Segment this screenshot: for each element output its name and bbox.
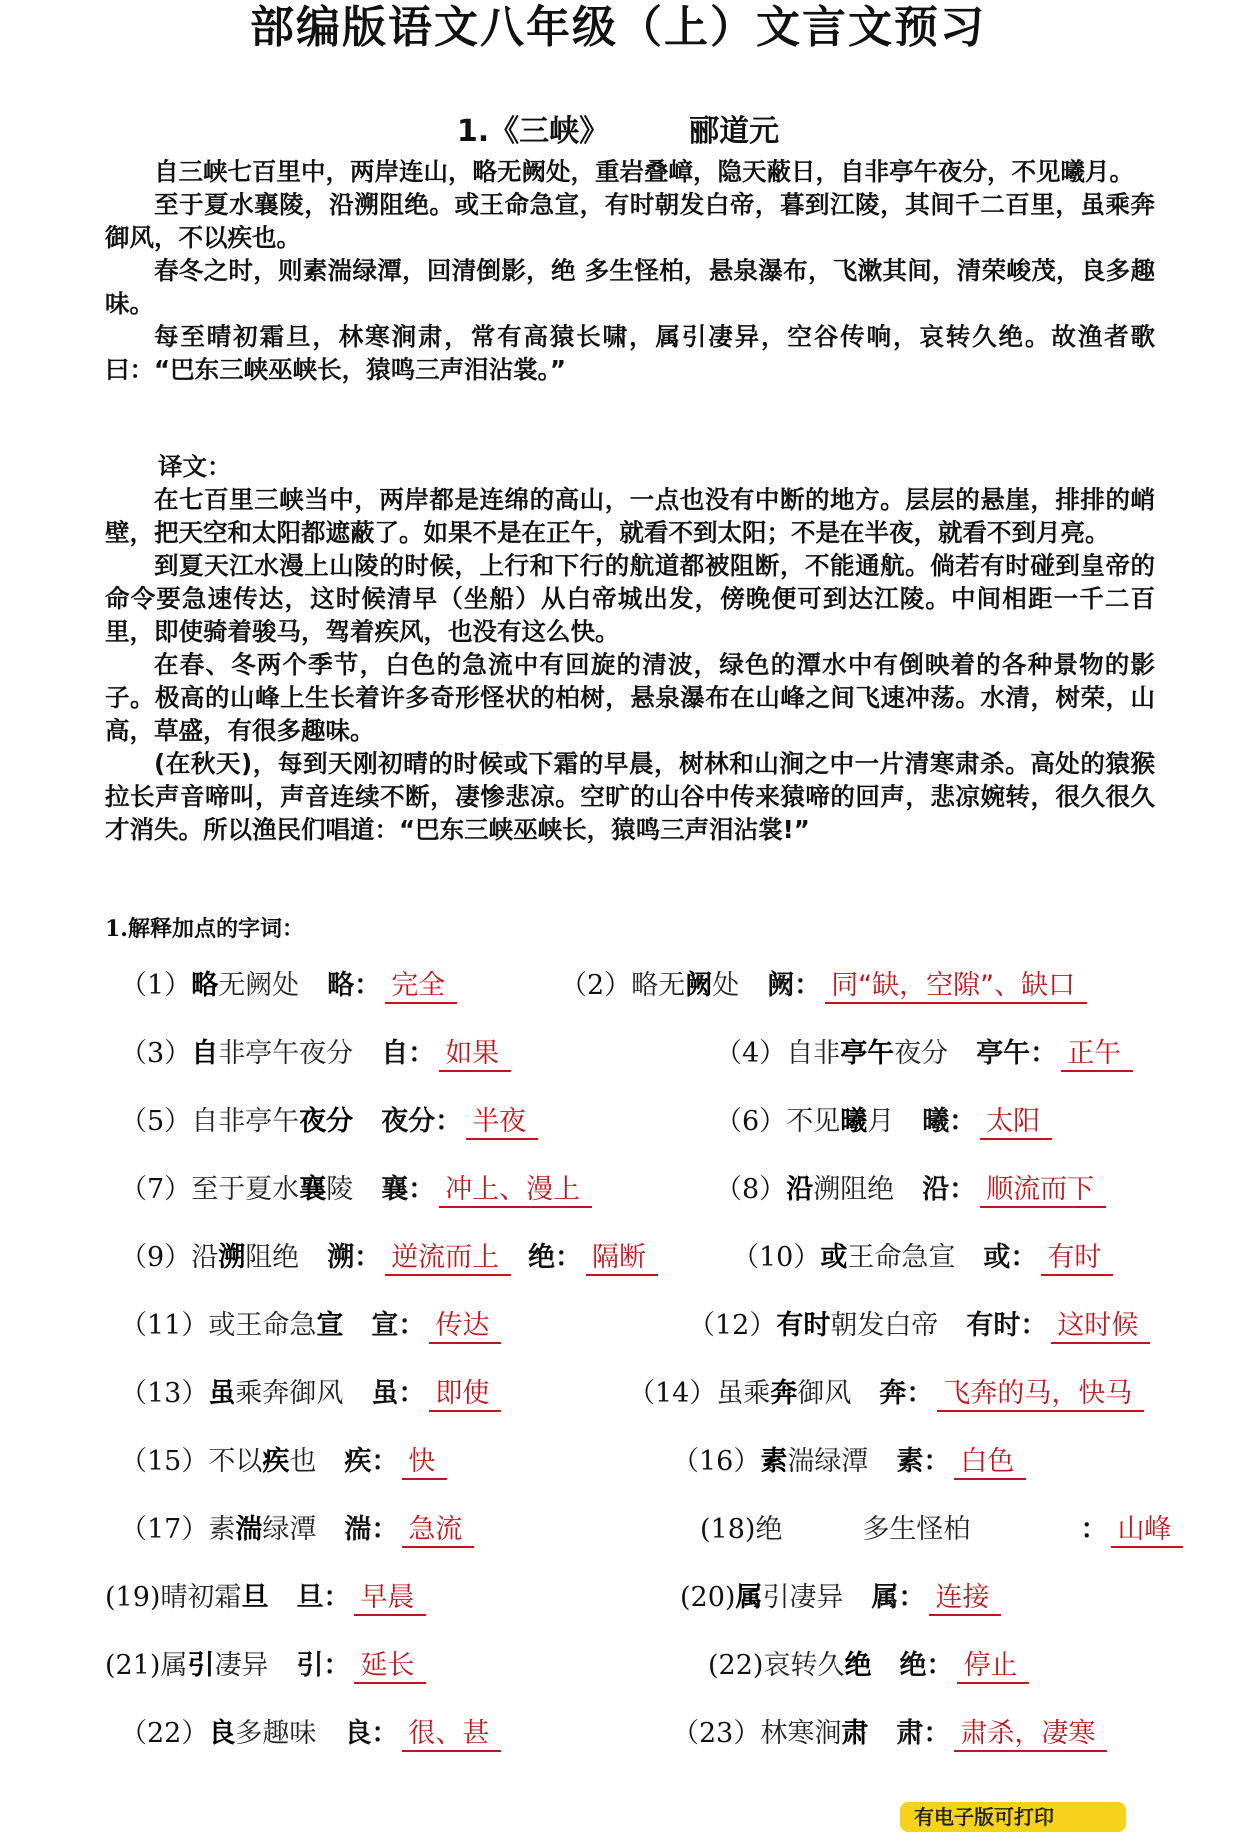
vocab-item: （11）或王命急宣 宣： 传达 xyxy=(120,1304,501,1348)
lesson-name: 1.《三峡》 xyxy=(456,114,610,149)
original-paragraph: 自三峡七百里中，两岸连山，略无阙处，重岩叠嶂，隐天蔽日，自非亭午夜分，不见曦月。 xyxy=(154,157,1134,186)
print-version-badge[interactable]: 有电子版可打印 xyxy=(900,1802,1126,1832)
answer: 有时 xyxy=(1041,1242,1113,1276)
vocab-item: 绝： 隔断 xyxy=(528,1236,658,1280)
answer: 隔断 xyxy=(586,1242,658,1276)
answer: 即使 xyxy=(429,1378,501,1412)
vocab-item: (20)属引凄异 属： 连接 xyxy=(680,1576,1001,1620)
page-title: 部编版语文八年级（上）文言文预习 xyxy=(250,2,986,53)
lesson-title xyxy=(0,112,1236,152)
vocab-item: （12）有时朝发白帝 有时： 这时候 xyxy=(688,1304,1150,1348)
vocab-item: （15）不以疾也 疾： 快 xyxy=(120,1440,447,1484)
exercise-heading: 1.解释加点的字词： xyxy=(105,916,304,942)
vocab-item: （14）虽乘奔御风 奔： 飞奔的马，快马 xyxy=(628,1372,1144,1416)
answer: 这时候 xyxy=(1051,1310,1150,1344)
translation-text xyxy=(105,483,1155,846)
answer: 完全 xyxy=(385,970,457,1004)
vocab-item: （13）虽乘奔御风 虽： 即使 xyxy=(120,1372,501,1416)
original-text xyxy=(105,155,1155,386)
vocab-item: （1）略无阙处 略： 完全 xyxy=(120,964,457,1008)
original-paragraph: 春冬之时，则素湍绿潭，回清倒影，绝 多生怪柏，悬泉瀑布，飞漱其间，清荣峻茂，良多趣味。 xyxy=(105,256,1155,318)
answer: 正午 xyxy=(1061,1038,1133,1072)
answer: 山峰 xyxy=(1111,1514,1183,1548)
vocab-item: （8）沿溯阻绝 沿： 顺流而下 xyxy=(715,1168,1106,1212)
answer: 如果 xyxy=(439,1038,511,1072)
vocab-item: （4）自非亭午夜分 亭午： 正午 xyxy=(715,1032,1133,1076)
vocab-item: （5）自非亭午夜分 夜分： 半夜 xyxy=(120,1100,538,1144)
answer: 停止 xyxy=(957,1650,1029,1684)
translation-paragraph: 在七百里三峡当中，两岸都是连绵的高山，一点也没有中断的地方。层层的悬崖，排排的峭壁，把天空和太阳都遮蔽了。如果不是在正午，就看不到太阳；不是在半夜，就看不到月亮。 xyxy=(105,485,1155,547)
vocab-item: （3）自非亭午夜分 自： 如果 xyxy=(120,1032,511,1076)
answer: 连接 xyxy=(929,1582,1001,1616)
answer: 冲上、漫上 xyxy=(439,1174,592,1208)
vocab-item: （10）或王命急宣 或： 有时 xyxy=(732,1236,1113,1280)
original-paragraph: 每至晴初霜旦，林寒涧肃，常有高猿长啸，属引凄异，空谷传响，哀转久绝。故渔者歌曰：“巴东三峡巫峡长，猿鸣三声泪沾裳。” xyxy=(105,322,1155,384)
vocab-item: (19)晴初霜旦 旦： 早晨 xyxy=(105,1576,426,1620)
answer: 逆流而上 xyxy=(385,1242,511,1276)
translation-label: 译文： xyxy=(158,452,232,481)
vocab-item: （2）略无阙处 阙： 同“缺，空隙”、缺口 xyxy=(560,964,1087,1008)
vocab-item: （6）不见曦月 曦： 太阳 xyxy=(715,1100,1052,1144)
vocab-item: （9）沿溯阻绝 溯： 逆流而上 xyxy=(120,1236,511,1280)
vocab-item: （23）林寒涧肃 肃： 肃杀，凄寒 xyxy=(672,1712,1107,1756)
translation-paragraph: 到夏天江水漫上山陵的时候，上行和下行的航道都被阻断，不能通航。倘若有时碰到皇帝的命令要急速传达，这时候清早（坐船）从白帝城出发，傍晚便可到达江陵。中间相距一千二百里，即使骑着骏马，驾着疾风，也没有这么快。 xyxy=(105,551,1155,646)
answer: 肃杀，凄寒 xyxy=(954,1718,1107,1752)
answer: 飞奔的马，快马 xyxy=(937,1378,1144,1412)
answer: 顺流而下 xyxy=(980,1174,1106,1208)
answer: 白色 xyxy=(954,1446,1026,1480)
vocab-item: (22)哀转久绝 绝： 停止 xyxy=(708,1644,1029,1688)
answer: 急流 xyxy=(402,1514,474,1548)
translation-paragraph: (在秋天)，每到天刚初晴的时候或下霜的早晨，树林和山涧之中一片清寒肃杀。高处的猿猴拉长声音啼叫，声音连续不断，凄惨悲凉。空旷的山谷中传来猿啼的回声，悲凉婉转，很久很久才消失。所以渔民们唱道：“巴东三峡巫峡长，猿鸣三声泪沾裳!” xyxy=(105,749,1155,844)
answer: 早晨 xyxy=(354,1582,426,1616)
answer: 半夜 xyxy=(466,1106,538,1140)
vocab-item: （7）至于夏水襄陵 襄： 冲上、漫上 xyxy=(120,1168,592,1212)
vocab-item: （16）素湍绿潭 素： 白色 xyxy=(672,1440,1026,1484)
translation-paragraph: 在春、冬两个季节，白色的急流中有回旋的清波，绿色的潭水中有倒映着的各种景物的影子。极高的山峰上生长着许多奇形怪状的柏树，悬泉瀑布在山峰之间飞速冲荡。水清，树荣，山高，草盛，有很多趣味。 xyxy=(105,650,1155,745)
answer: 同“缺，空隙”、缺口 xyxy=(825,970,1087,1004)
lesson-author: 郦道元 xyxy=(689,114,780,149)
answer: 延长 xyxy=(354,1650,426,1684)
answer: 太阳 xyxy=(980,1106,1052,1140)
vocab-item: （17）素湍绿潭 湍： 急流 xyxy=(120,1508,474,1552)
vocab-item: (21)属引凄异 引： 延长 xyxy=(105,1644,426,1688)
answer: 很、甚 xyxy=(402,1718,501,1752)
answer: 快 xyxy=(402,1446,447,1480)
answer: 传达 xyxy=(429,1310,501,1344)
vocab-item: (18)绝 多生怪柏 ： 山峰 xyxy=(700,1508,1183,1552)
vocab-item: （22）良多趣味 良： 很、甚 xyxy=(120,1712,501,1756)
original-paragraph: 至于夏水襄陵，沿溯阻绝。或王命急宣，有时朝发白帝，暮到江陵，其间千二百里，虽乘奔御风，不以疾也。 xyxy=(105,190,1155,252)
